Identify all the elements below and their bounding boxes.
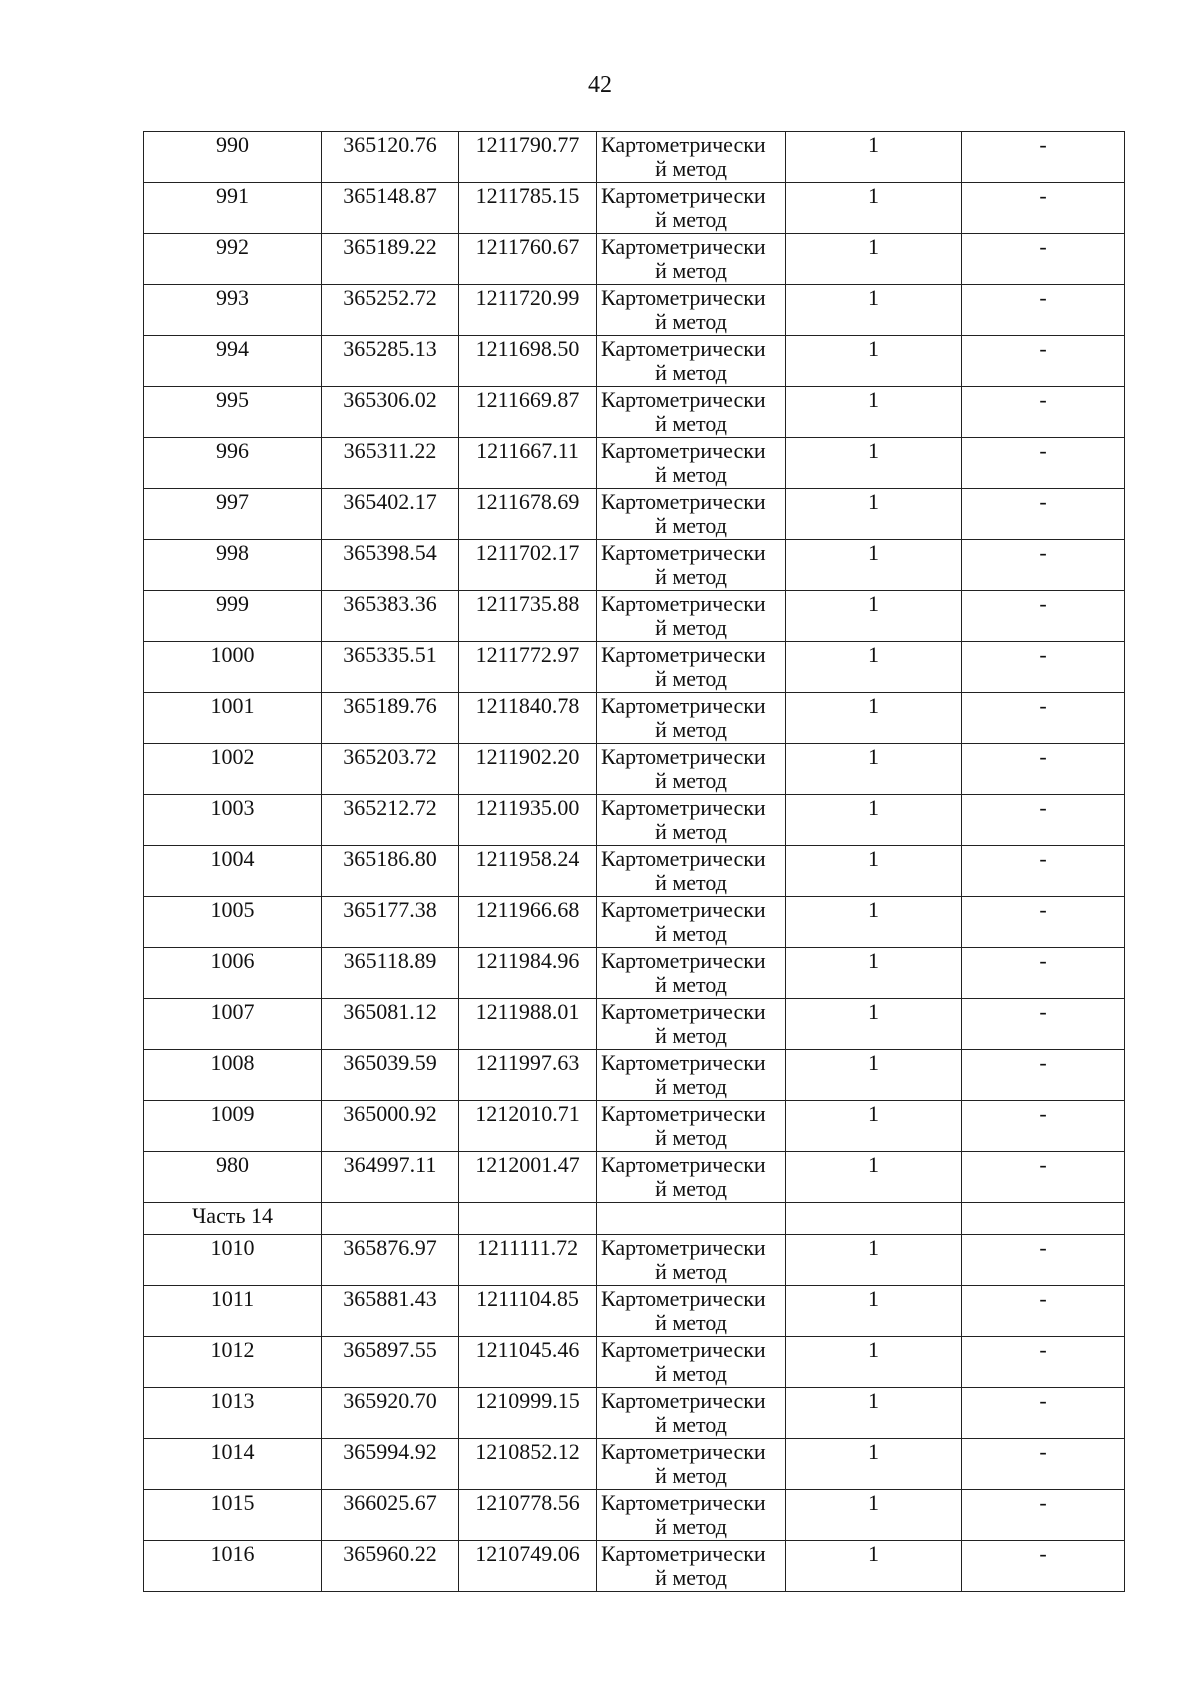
precision-cell: 1 xyxy=(786,1439,962,1490)
point-number-cell: 992 xyxy=(144,234,322,285)
table-row xyxy=(144,1050,1125,1101)
method-cell xyxy=(597,1541,786,1592)
method-cell xyxy=(597,1439,786,1490)
point-number-cell: 1003 xyxy=(144,795,322,846)
x-coordinate-cell: 365118.89 xyxy=(322,948,459,999)
method-text-line-1: Картометрически xyxy=(601,999,766,1024)
x-coordinate-cell: 365994.92 xyxy=(322,1439,459,1490)
method-text-line-2: й метод xyxy=(655,972,727,997)
method-text-line-1: Картометрически xyxy=(601,1152,766,1177)
extra-cell: - xyxy=(962,1337,1125,1388)
method-text-line-2: й метод xyxy=(655,666,727,691)
precision-cell: 1 xyxy=(786,795,962,846)
part-label: Часть 14 xyxy=(144,1203,322,1235)
point-number-cell: 1001 xyxy=(144,693,322,744)
x-coordinate-cell: 365881.43 xyxy=(322,1286,459,1337)
extra-cell: - xyxy=(962,1490,1125,1541)
method-cell xyxy=(597,693,786,744)
method-cell xyxy=(597,489,786,540)
method-text-line-2: й метод xyxy=(655,717,727,742)
method-text-line-2: й метод xyxy=(655,819,727,844)
empty-cell xyxy=(962,1203,1125,1235)
extra-cell: - xyxy=(962,1101,1125,1152)
extra-cell: - xyxy=(962,336,1125,387)
precision-cell: 1 xyxy=(786,744,962,795)
y-coordinate-cell: 1211966.68 xyxy=(459,897,597,948)
y-coordinate-cell: 1211104.85 xyxy=(459,1286,597,1337)
extra-cell: - xyxy=(962,285,1125,336)
method-text-line-1: Картометрически xyxy=(601,285,766,310)
method-text-line-1: Картометрически xyxy=(601,1490,766,1515)
method-text-line-2: й метод xyxy=(655,513,727,538)
y-coordinate-cell: 1211735.88 xyxy=(459,591,597,642)
point-number-cell: 994 xyxy=(144,336,322,387)
precision-cell: 1 xyxy=(786,540,962,591)
point-number-cell: 1016 xyxy=(144,1541,322,1592)
y-coordinate-cell: 1211988.01 xyxy=(459,999,597,1050)
point-number-cell: 997 xyxy=(144,489,322,540)
precision-cell: 1 xyxy=(786,1050,962,1101)
table-row xyxy=(144,948,1125,999)
method-cell xyxy=(597,948,786,999)
method-text-line-1: Картометрически xyxy=(601,1541,766,1566)
method-cell xyxy=(597,540,786,591)
extra-cell: - xyxy=(962,183,1125,234)
extra-cell: - xyxy=(962,795,1125,846)
y-coordinate-cell: 1211667.11 xyxy=(459,438,597,489)
x-coordinate-cell: 365920.70 xyxy=(322,1388,459,1439)
y-coordinate-cell: 1210999.15 xyxy=(459,1388,597,1439)
method-cell xyxy=(597,387,786,438)
method-text-line-1: Картометрически xyxy=(601,540,766,565)
method-text-line-1: Картометрически xyxy=(601,744,766,769)
x-coordinate-cell: 365306.02 xyxy=(322,387,459,438)
x-coordinate-cell: 365311.22 xyxy=(322,438,459,489)
method-text-line-2: й метод xyxy=(655,156,727,181)
method-cell xyxy=(597,642,786,693)
table-row xyxy=(144,744,1125,795)
y-coordinate-cell: 1211840.78 xyxy=(459,693,597,744)
method-cell xyxy=(597,744,786,795)
y-coordinate-cell: 1211902.20 xyxy=(459,744,597,795)
method-cell xyxy=(597,1337,786,1388)
precision-cell: 1 xyxy=(786,1490,962,1541)
y-coordinate-cell: 1211702.17 xyxy=(459,540,597,591)
method-text-line-2: й метод xyxy=(655,462,727,487)
point-number-cell: 1014 xyxy=(144,1439,322,1490)
precision-cell: 1 xyxy=(786,693,962,744)
extra-cell: - xyxy=(962,846,1125,897)
table-row xyxy=(144,1101,1125,1152)
y-coordinate-cell: 1211958.24 xyxy=(459,846,597,897)
precision-cell: 1 xyxy=(786,1152,962,1203)
precision-cell: 1 xyxy=(786,948,962,999)
x-coordinate-cell: 364997.11 xyxy=(322,1152,459,1203)
table-row xyxy=(144,642,1125,693)
extra-cell: - xyxy=(962,999,1125,1050)
table-row xyxy=(144,1541,1125,1592)
precision-cell: 1 xyxy=(786,387,962,438)
method-text-line-1: Картометрически xyxy=(601,1439,766,1464)
y-coordinate-cell: 1211772.97 xyxy=(459,642,597,693)
coordinates-table-body-part-13 xyxy=(144,132,1125,1203)
table-row xyxy=(144,540,1125,591)
table-row xyxy=(144,1439,1125,1490)
y-coordinate-cell: 1211997.63 xyxy=(459,1050,597,1101)
precision-cell: 1 xyxy=(786,183,962,234)
empty-cell xyxy=(322,1203,459,1235)
point-number-cell: 995 xyxy=(144,387,322,438)
method-cell xyxy=(597,1235,786,1286)
method-text-line-1: Картометрически xyxy=(601,897,766,922)
extra-cell: - xyxy=(962,1286,1125,1337)
precision-cell: 1 xyxy=(786,591,962,642)
method-cell xyxy=(597,132,786,183)
coordinates-table-body-part-14 xyxy=(144,1235,1125,1592)
x-coordinate-cell: 365212.72 xyxy=(322,795,459,846)
y-coordinate-cell: 1211790.77 xyxy=(459,132,597,183)
method-text-line-1: Картометрически xyxy=(601,795,766,820)
table-row xyxy=(144,1337,1125,1388)
x-coordinate-cell: 365189.22 xyxy=(322,234,459,285)
precision-cell: 1 xyxy=(786,999,962,1050)
point-number-cell: 993 xyxy=(144,285,322,336)
extra-cell: - xyxy=(962,1235,1125,1286)
method-text-line-1: Картометрически xyxy=(601,132,766,157)
point-number-cell: 1002 xyxy=(144,744,322,795)
method-text-line-1: Картометрически xyxy=(601,1337,766,1362)
extra-cell: - xyxy=(962,1439,1125,1490)
precision-cell: 1 xyxy=(786,489,962,540)
y-coordinate-cell: 1211678.69 xyxy=(459,489,597,540)
method-text-line-2: й метод xyxy=(655,768,727,793)
extra-cell: - xyxy=(962,591,1125,642)
extra-cell: - xyxy=(962,897,1125,948)
y-coordinate-cell: 1211045.46 xyxy=(459,1337,597,1388)
empty-cell xyxy=(597,1203,786,1235)
point-number-cell: 990 xyxy=(144,132,322,183)
method-text-line-1: Картометрически xyxy=(601,1101,766,1126)
x-coordinate-cell: 365039.59 xyxy=(322,1050,459,1101)
method-text-line-2: й метод xyxy=(655,615,727,640)
y-coordinate-cell: 1210852.12 xyxy=(459,1439,597,1490)
extra-cell: - xyxy=(962,540,1125,591)
precision-cell: 1 xyxy=(786,285,962,336)
point-number-cell: 1013 xyxy=(144,1388,322,1439)
method-cell xyxy=(597,795,786,846)
y-coordinate-cell: 1212010.71 xyxy=(459,1101,597,1152)
method-text-line-1: Картометрически xyxy=(601,1388,766,1413)
table-row xyxy=(144,846,1125,897)
empty-cell xyxy=(459,1203,597,1235)
y-coordinate-cell: 1211720.99 xyxy=(459,285,597,336)
part-header-section xyxy=(144,1203,1125,1235)
precision-cell: 1 xyxy=(786,336,962,387)
x-coordinate-cell: 365383.36 xyxy=(322,591,459,642)
method-text-line-1: Картометрически xyxy=(601,591,766,616)
x-coordinate-cell: 365000.92 xyxy=(322,1101,459,1152)
table-row xyxy=(144,387,1125,438)
part-header-row xyxy=(144,1203,1125,1235)
y-coordinate-cell: 1211111.72 xyxy=(459,1235,597,1286)
table-row xyxy=(144,693,1125,744)
x-coordinate-cell: 365189.76 xyxy=(322,693,459,744)
table-row xyxy=(144,489,1125,540)
extra-cell: - xyxy=(962,132,1125,183)
precision-cell: 1 xyxy=(786,1286,962,1337)
point-number-cell: 1012 xyxy=(144,1337,322,1388)
x-coordinate-cell: 365148.87 xyxy=(322,183,459,234)
method-cell xyxy=(597,999,786,1050)
method-text-line-2: й метод xyxy=(655,411,727,436)
extra-cell: - xyxy=(962,642,1125,693)
table-row xyxy=(144,1388,1125,1439)
method-text-line-1: Картометрически xyxy=(601,234,766,259)
method-cell xyxy=(597,1490,786,1541)
extra-cell: - xyxy=(962,1152,1125,1203)
y-coordinate-cell: 1211935.00 xyxy=(459,795,597,846)
point-number-cell: 1010 xyxy=(144,1235,322,1286)
y-coordinate-cell: 1211984.96 xyxy=(459,948,597,999)
method-text-line-1: Картометрически xyxy=(601,438,766,463)
point-number-cell: 996 xyxy=(144,438,322,489)
point-number-cell: 1006 xyxy=(144,948,322,999)
point-number-cell: 998 xyxy=(144,540,322,591)
method-text-line-2: й метод xyxy=(655,921,727,946)
coordinates-table xyxy=(143,131,1125,1592)
precision-cell: 1 xyxy=(786,234,962,285)
precision-cell: 1 xyxy=(786,1337,962,1388)
x-coordinate-cell: 365960.22 xyxy=(322,1541,459,1592)
method-text-line-2: й метод xyxy=(655,870,727,895)
method-text-line-1: Картометрически xyxy=(601,336,766,361)
method-cell xyxy=(597,285,786,336)
table-row xyxy=(144,1235,1125,1286)
precision-cell: 1 xyxy=(786,1541,962,1592)
method-text-line-2: й метод xyxy=(655,309,727,334)
precision-cell: 1 xyxy=(786,132,962,183)
table-row xyxy=(144,1490,1125,1541)
y-coordinate-cell: 1211698.50 xyxy=(459,336,597,387)
point-number-cell: 991 xyxy=(144,183,322,234)
extra-cell: - xyxy=(962,489,1125,540)
method-cell xyxy=(597,1286,786,1337)
method-text-line-2: й метод xyxy=(655,1565,727,1590)
method-text-line-2: й метод xyxy=(655,1259,727,1284)
x-coordinate-cell: 365081.12 xyxy=(322,999,459,1050)
point-number-cell: 1009 xyxy=(144,1101,322,1152)
x-coordinate-cell: 365398.54 xyxy=(322,540,459,591)
method-cell xyxy=(597,1152,786,1203)
table-row xyxy=(144,591,1125,642)
method-text-line-1: Картометрически xyxy=(601,948,766,973)
x-coordinate-cell: 365203.72 xyxy=(322,744,459,795)
method-text-line-2: й метод xyxy=(655,564,727,589)
method-cell xyxy=(597,1050,786,1101)
y-coordinate-cell: 1210778.56 xyxy=(459,1490,597,1541)
precision-cell: 1 xyxy=(786,642,962,693)
method-cell xyxy=(597,1388,786,1439)
extra-cell: - xyxy=(962,1541,1125,1592)
method-text-line-2: й метод xyxy=(655,360,727,385)
extra-cell: - xyxy=(962,693,1125,744)
x-coordinate-cell: 365335.51 xyxy=(322,642,459,693)
extra-cell: - xyxy=(962,387,1125,438)
point-number-cell: 1004 xyxy=(144,846,322,897)
x-coordinate-cell: 365252.72 xyxy=(322,285,459,336)
precision-cell: 1 xyxy=(786,846,962,897)
method-text-line-1: Картометрически xyxy=(601,846,766,871)
point-number-cell: 1005 xyxy=(144,897,322,948)
y-coordinate-cell: 1211669.87 xyxy=(459,387,597,438)
method-text-line-1: Картометрически xyxy=(601,387,766,412)
method-text-line-2: й метод xyxy=(655,1074,727,1099)
x-coordinate-cell: 365177.38 xyxy=(322,897,459,948)
method-text-line-1: Картометрически xyxy=(601,1050,766,1075)
method-text-line-2: й метод xyxy=(655,1361,727,1386)
method-text-line-2: й метод xyxy=(655,258,727,283)
precision-cell: 1 xyxy=(786,1235,962,1286)
method-text-line-2: й метод xyxy=(655,207,727,232)
x-coordinate-cell: 365876.97 xyxy=(322,1235,459,1286)
extra-cell: - xyxy=(962,744,1125,795)
method-text-line-1: Картометрически xyxy=(601,1235,766,1260)
extra-cell: - xyxy=(962,234,1125,285)
precision-cell: 1 xyxy=(786,1101,962,1152)
table-row xyxy=(144,795,1125,846)
x-coordinate-cell: 366025.67 xyxy=(322,1490,459,1541)
method-text-line-2: й метод xyxy=(655,1125,727,1150)
point-number-cell: 999 xyxy=(144,591,322,642)
method-cell xyxy=(597,438,786,489)
precision-cell: 1 xyxy=(786,897,962,948)
empty-cell xyxy=(786,1203,962,1235)
method-cell xyxy=(597,846,786,897)
x-coordinate-cell: 365186.80 xyxy=(322,846,459,897)
method-text-line-2: й метод xyxy=(655,1310,727,1335)
method-cell xyxy=(597,1101,786,1152)
method-text-line-1: Картометрически xyxy=(601,642,766,667)
table-row xyxy=(144,1286,1125,1337)
method-cell xyxy=(597,183,786,234)
method-text-line-2: й метод xyxy=(655,1176,727,1201)
extra-cell: - xyxy=(962,438,1125,489)
point-number-cell: 980 xyxy=(144,1152,322,1203)
extra-cell: - xyxy=(962,1050,1125,1101)
y-coordinate-cell: 1210749.06 xyxy=(459,1541,597,1592)
precision-cell: 1 xyxy=(786,1388,962,1439)
method-text-line-2: й метод xyxy=(655,1412,727,1437)
precision-cell: 1 xyxy=(786,438,962,489)
x-coordinate-cell: 365285.13 xyxy=(322,336,459,387)
y-coordinate-cell: 1212001.47 xyxy=(459,1152,597,1203)
method-text-line-1: Картометрически xyxy=(601,183,766,208)
table-row xyxy=(144,336,1125,387)
y-coordinate-cell: 1211785.15 xyxy=(459,183,597,234)
table-row xyxy=(144,999,1125,1050)
method-text-line-1: Картометрически xyxy=(601,489,766,514)
table-row xyxy=(144,1152,1125,1203)
page-number: 42 xyxy=(588,72,612,98)
table-row xyxy=(144,285,1125,336)
table-row xyxy=(144,897,1125,948)
x-coordinate-cell: 365897.55 xyxy=(322,1337,459,1388)
x-coordinate-cell: 365402.17 xyxy=(322,489,459,540)
method-cell xyxy=(597,591,786,642)
table-row xyxy=(144,183,1125,234)
method-text-line-2: й метод xyxy=(655,1023,727,1048)
table-row xyxy=(144,132,1125,183)
table-row xyxy=(144,234,1125,285)
point-number-cell: 1007 xyxy=(144,999,322,1050)
x-coordinate-cell: 365120.76 xyxy=(322,132,459,183)
point-number-cell: 1015 xyxy=(144,1490,322,1541)
method-text-line-2: й метод xyxy=(655,1514,727,1539)
method-text-line-1: Картометрически xyxy=(601,693,766,718)
method-cell xyxy=(597,897,786,948)
table-row xyxy=(144,438,1125,489)
point-number-cell: 1008 xyxy=(144,1050,322,1101)
extra-cell: - xyxy=(962,1388,1125,1439)
method-cell xyxy=(597,336,786,387)
extra-cell: - xyxy=(962,948,1125,999)
method-cell xyxy=(597,234,786,285)
method-text-line-2: й метод xyxy=(655,1463,727,1488)
point-number-cell: 1011 xyxy=(144,1286,322,1337)
y-coordinate-cell: 1211760.67 xyxy=(459,234,597,285)
method-text-line-1: Картометрически xyxy=(601,1286,766,1311)
point-number-cell: 1000 xyxy=(144,642,322,693)
